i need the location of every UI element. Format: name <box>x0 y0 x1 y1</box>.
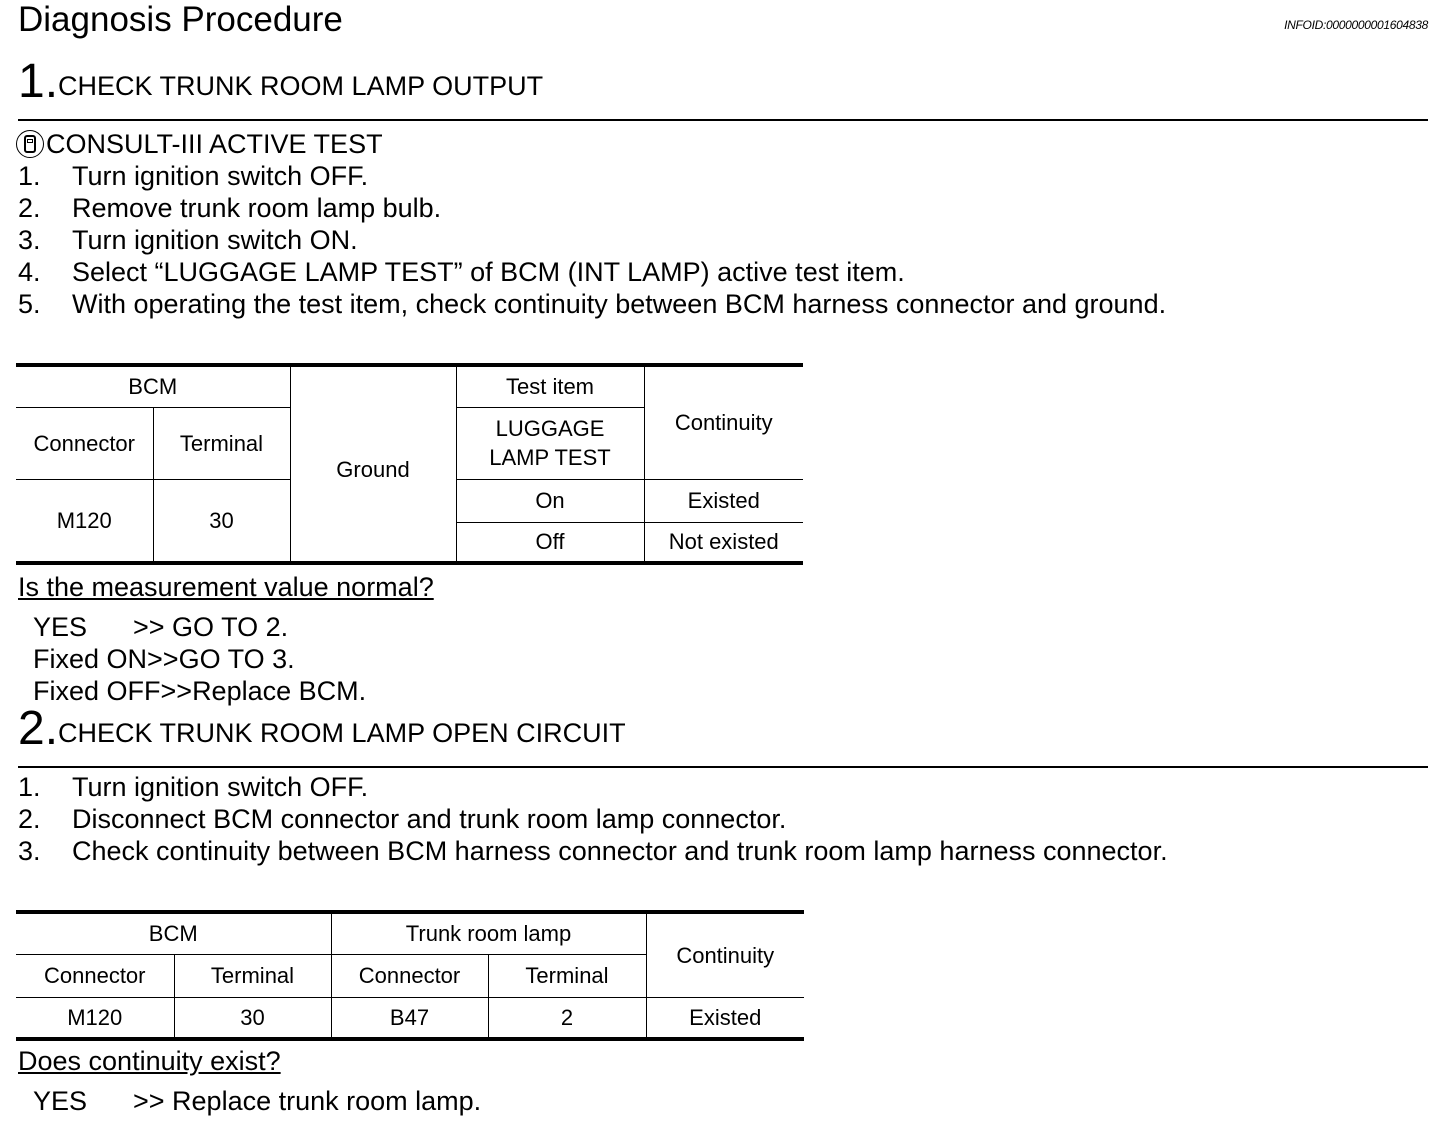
trunk-room-lamp-header: Trunk room lamp <box>331 912 646 954</box>
not-existed-cell: Not existed <box>668 529 779 555</box>
bcm-header: BCM <box>16 912 331 954</box>
info-id: INFOID:0000000001604838 <box>1284 18 1428 32</box>
bcm-terminal-value: 30 <box>174 997 331 1039</box>
lamp-terminal-value: 2 <box>488 997 646 1039</box>
divider <box>18 119 1428 121</box>
consult-label: CONSULT-III ACTIVE TEST <box>46 129 383 159</box>
terminal-header: Terminal <box>488 954 646 997</box>
bcm-connector-value: M120 <box>16 997 174 1039</box>
spec-table-1 <box>16 363 803 565</box>
list-item: 4. Select “LUGGAGE LAMP TEST” of BCM (INT LAMP) active test item. <box>18 257 905 287</box>
step-1-instructions <box>18 160 1166 320</box>
list-item: 1. Turn ignition switch OFF. <box>18 161 369 191</box>
consult-tool-icon <box>16 130 44 158</box>
answer-fixed-on: Fixed ON>>GO TO 3. <box>33 644 295 674</box>
ground-header: Ground <box>290 365 456 563</box>
on-cell: On <box>456 479 644 522</box>
off-cell: Off <box>456 522 644 563</box>
list-item: 5. With operating the test item, check continuity between BCM harness connector and ground. <box>18 289 1167 319</box>
step-title: CHECK TRUNK ROOM LAMP OUTPUT <box>58 71 544 101</box>
list-item: 2. Disconnect BCM connector and trunk room lamp connector. <box>18 804 787 834</box>
connector-value: M120 <box>16 479 153 563</box>
answer-fixed-off: Fixed OFF>>Replace BCM. <box>33 676 367 706</box>
terminal-header: Terminal <box>174 954 331 997</box>
step-2-question: Does continuity exist? <box>18 1046 281 1076</box>
spec-table-2 <box>16 910 804 1041</box>
step-title: CHECK TRUNK ROOM LAMP OPEN CIRCUIT <box>58 718 626 748</box>
continuity-header: Continuity <box>646 912 804 997</box>
divider <box>18 766 1428 768</box>
list-item: 3. Check continuity between BCM harness connector and trunk room lamp harness connector. <box>18 836 1168 866</box>
list-item: 3. Turn ignition switch ON. <box>18 225 358 255</box>
consult-active-test <box>16 128 383 160</box>
lamp-connector-value: B47 <box>331 997 488 1039</box>
test-item-header: Test item <box>456 365 644 407</box>
page-title: Diagnosis Procedure <box>18 0 343 39</box>
step-2-instructions <box>18 771 1168 867</box>
terminal-header: Terminal <box>153 407 290 479</box>
step-number: 1. <box>18 55 59 108</box>
connector-header: Connector <box>16 407 153 479</box>
continuity-value: Existed <box>689 1004 762 1030</box>
existed-cell: Existed <box>644 479 803 522</box>
bcm-header: BCM <box>16 365 290 407</box>
step-1-question: Is the measurement value normal? <box>18 572 434 602</box>
answer-yes: YES >> Replace trunk room lamp. <box>33 1086 482 1116</box>
answer-yes: YES >> GO TO 2. <box>33 612 289 642</box>
luggage-lamp-test-header: LUGGAGE LAMP TEST <box>456 407 644 479</box>
list-item: 1. Turn ignition switch OFF. <box>18 772 369 802</box>
connector-header: Connector <box>16 954 174 997</box>
list-item: 2. Remove trunk room lamp bulb. <box>18 193 442 223</box>
terminal-value: 30 <box>153 479 290 563</box>
step-number: 2. <box>18 702 59 755</box>
step-2-heading <box>18 702 626 755</box>
connector-header: Connector <box>331 954 488 997</box>
continuity-header: Continuity <box>644 365 803 479</box>
step-1-heading <box>18 55 544 108</box>
